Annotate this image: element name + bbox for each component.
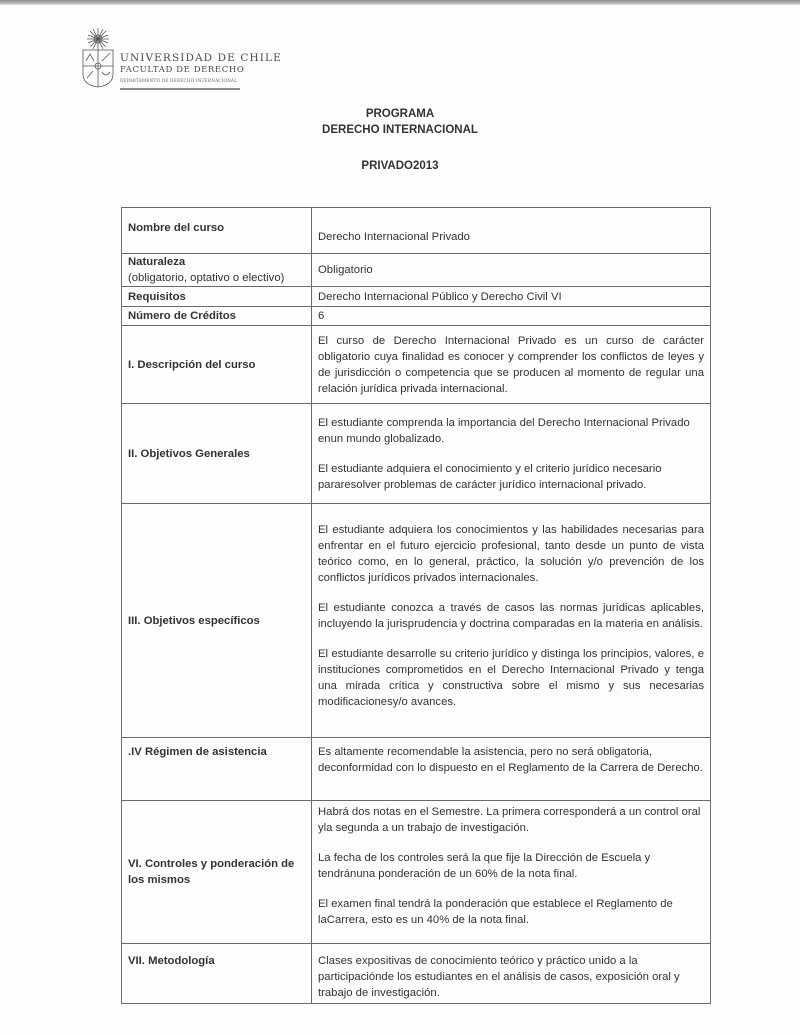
value-text: El estudiante conozca a través de casos las normas jurídicas aplicables, incluyendo la jurisprudencia y doctrina comparadas en la materia en análisis.: [318, 602, 704, 630]
department-name: DEPARTAMENTO DE DERECHO INTERNACIONAL: [120, 78, 238, 83]
row-label: VI. Controles y ponderación de los mismos: [122, 801, 312, 944]
table-row-nature: [122, 254, 711, 287]
row-value: [312, 287, 711, 307]
row-value: [312, 504, 711, 738]
university-crest-icon: [80, 28, 116, 88]
row-label: .IV Régimen de asistencia: [122, 738, 312, 801]
value-text: Derecho Internacional Privado: [318, 230, 470, 243]
value-text: 6: [318, 310, 325, 322]
row-label: Número de Créditos: [122, 307, 312, 326]
value-text: El estudiante adquiera el conocimiento y el criterio jurídico necesario pararesolver problemas de carácter jurídico internacional privado.: [318, 462, 662, 491]
table-row-general-objectives: [122, 404, 711, 504]
value-text: Obligatorio: [318, 264, 373, 276]
value-text: El curso de Derecho Internacional Privado es un curso de carácter obligatorio cuya finalidad es conocer y comprender los conflictos de leyes y de jurisdicción o competencia que se producen al momento de regular una relación jurídica privada internacional.: [318, 334, 704, 395]
value-text: El examen final tendrá la ponderación que establece el Reglamento de laCarrera, esto es un 40% de la nota final.: [318, 898, 673, 926]
row-label: Requisitos: [122, 287, 312, 307]
row-value: [312, 944, 711, 1004]
value-text: Es altamente recomendable la asistencia, pero no será obligatoria, deconformidad con lo dispuesto en el Reglamento de la Carrera de Derecho.: [318, 746, 703, 774]
letterhead: [80, 28, 280, 98]
value-text: El estudiante desarrolle su criterio jurídico y distinga los principios, valores, e instituciones comprometidos en el Derecho Internacional Privado y tenga una mirada crítica y constructiva sobre el mismo y sus necesarias modificacionesy/o avances.: [318, 648, 704, 708]
row-value: [312, 208, 711, 254]
table-row-attendance: [122, 738, 711, 801]
row-value: [312, 326, 711, 404]
row-label: Nombre del curso: [122, 208, 312, 254]
row-value: [312, 254, 711, 287]
value-text: Derecho Internacional Público y Derecho Civil VI: [318, 290, 562, 303]
row-label: III. Objetivos específicos: [122, 504, 312, 738]
row-label: II. Objetivos Generales: [122, 404, 312, 504]
row-value: [312, 738, 711, 801]
value-text: El estudiante adquiera los conocimientos y las habilidades necesarias para enfrentar en el futuro ejercicio profesional, tanto desde un punto de vista teórico como, en lo general, práctico, la solución y/o prevención de los conflictos jurídicos privados internacionales.: [318, 524, 704, 584]
row-label: VII. Metodología: [122, 944, 312, 1004]
table-row-specific-objectives: [122, 504, 711, 738]
header-rule: [120, 88, 240, 90]
row-value: [312, 801, 711, 944]
university-name: UNIVERSIDAD DE CHILE: [120, 52, 282, 64]
value-text: Habrá dos notas en el Semestre. La primera corresponderá a un control oral yla segunda a un trabajo de investigación.: [318, 806, 701, 834]
label-main: Naturaleza: [128, 256, 186, 268]
value-text: El estudiante comprenda la importancia del Derecho Internacional Privado enun mundo globalizado.: [318, 416, 690, 445]
scan-edge: [0, 0, 800, 5]
label-sub: (obligatorio, optativo o electivo): [128, 272, 285, 284]
table-row-course-name: [122, 208, 711, 254]
row-value: [312, 404, 711, 504]
row-value: [312, 307, 711, 326]
document-title-line-1: PROGRAMA: [365, 108, 435, 120]
row-label: [122, 254, 312, 287]
document-title-line-2: DERECHO INTERNACIONAL: [322, 124, 478, 136]
table-row-credits: [122, 307, 711, 326]
faculty-name: FACULTAD DE DERECHO: [120, 65, 245, 75]
course-info-table: [121, 207, 711, 1004]
table-row-assessment: [122, 801, 711, 944]
document-title-line-3: PRIVADO2013: [361, 160, 439, 172]
table-row-description: [122, 326, 711, 404]
table-row-requirements: [122, 287, 711, 307]
value-text: Clases expositivas de conocimiento teórico y práctico unido a la participaciónde los estudiantes en el análisis de casos, exposición oral y trabajo de investigación.: [318, 955, 680, 999]
value-text: La fecha de los controles será la que fije la Dirección de Escuela y tendránuna ponderación de un 60% de la nota final.: [318, 852, 651, 880]
row-label: I. Descripción del curso: [122, 326, 312, 404]
table-row-methodology: [122, 944, 711, 1004]
